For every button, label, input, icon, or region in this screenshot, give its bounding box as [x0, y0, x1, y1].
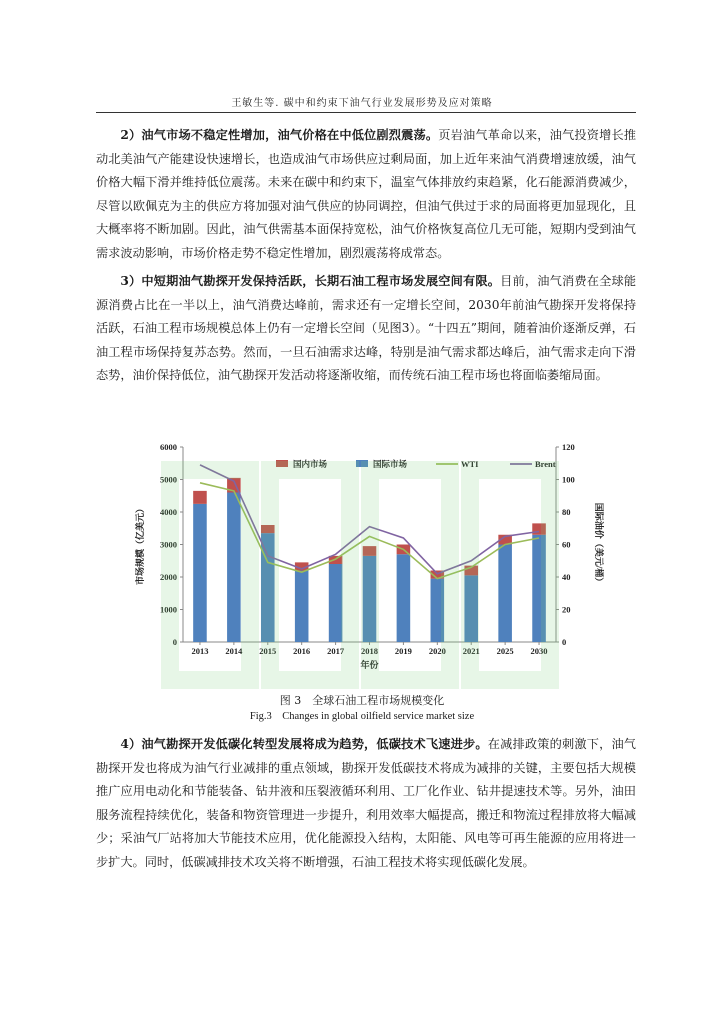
bar-domestic — [261, 525, 275, 533]
bar-international — [329, 564, 343, 642]
y-right-tick-label: 60 — [562, 539, 571, 550]
bar-international — [363, 556, 377, 642]
bar-international — [431, 579, 445, 642]
bar-domestic — [363, 546, 377, 556]
bar-international — [295, 571, 309, 643]
section-body: 目前，油气消费在全球能源消费占比在一半以上，油气消费达峰前，需求还有一定增长空间，2030年前油气勘探开发将保持活跃，石油工程市场规模总体上仍有一定增长空间（见图3）。“十四五”期间，随着油价逐渐反弹，石油工程市场保持复苏态势。然而，一旦石油需求达峰，特别是油气需求都达峰后，油气需求走向下滑态势，油价保持低位，油气勘探开发活动将逐渐收缩，而传统石油工程市场也将面临萎缩局面。 — [96, 274, 637, 383]
bar-international — [397, 554, 411, 642]
y-left-tick-label: 1000 — [160, 604, 177, 615]
bar-domestic — [532, 523, 546, 534]
section-lead: 3）中短期油气勘探开发保持活跃，长期石油工程市场发展空间有限。 — [120, 274, 501, 288]
y-left-tick-label: 0 — [172, 637, 177, 647]
x-tick-label: 2025 — [496, 646, 514, 656]
y-right-tick-label: 80 — [562, 507, 571, 517]
x-tick-label: 2019 — [394, 646, 412, 656]
y-left-tick-label: 4000 — [160, 507, 177, 517]
y-right-tick-label: 20 — [562, 604, 571, 615]
legend-label: WTI — [461, 459, 479, 469]
x-tick-label: 2014 — [225, 646, 243, 656]
legend-label: 国内市场 — [293, 459, 328, 469]
section-body: 页岩油气革命以来，油气投资增长推动北美油气产能建设快速增长，也造成油气市场供应过剩局面，加上近年来油气消费增速放缓，油气价格大幅下滑并维持低位震荡。未来在碳中和约束下，温室气体排放约束趋紧，化石能源消费减少，尽管以欧佩克为主的供应方将加强对油气供应的协同调控，但油气供过于求的局面将更加显现化，且大概率将不断加剧。因此，油气供需基本面保持宽松，油气价格恢复高位几无可能，短期内受到油气需求波动影响，市场价格走势不稳定性增加，剧烈震荡将成常态。 — [96, 128, 637, 260]
y-axis-left-label: 市场规模（亿美元） — [135, 503, 145, 586]
bar-international — [464, 575, 478, 642]
x-tick-label: 2016 — [293, 646, 311, 656]
y-right-tick-label: 0 — [562, 637, 567, 647]
y-right-tick-label: 120 — [562, 442, 575, 452]
x-tick-label: 2013 — [191, 646, 209, 656]
x-tick-label: 2018 — [361, 646, 378, 656]
x-tick-label: 2021 — [462, 646, 480, 656]
x-tick-label: 2030 — [530, 646, 548, 656]
y-axis-right-label: 国际油价（美元/桶） — [594, 502, 604, 587]
x-axis-label: 年份 — [360, 660, 379, 670]
x-tick-label: 2020 — [428, 646, 446, 656]
bar-international — [498, 545, 512, 643]
y-left-tick-label: 6000 — [160, 442, 177, 452]
legend-swatch — [276, 460, 288, 467]
y-left-tick-label: 3000 — [160, 539, 177, 550]
running-header: 王敏生等. 碳中和约束下油气行业发展形势及应对策略 — [231, 98, 493, 109]
y-left-tick-label: 5000 — [160, 474, 177, 485]
legend-label: Brent — [535, 459, 556, 469]
x-tick-label: 2017 — [327, 646, 345, 656]
y-left-tick-label: 2000 — [160, 572, 177, 582]
bar-international — [227, 493, 241, 643]
y-right-tick-label: 40 — [562, 572, 571, 582]
bar-international — [193, 504, 207, 642]
section-lead: 2）油气市场不稳定性增加，油气价格在中低位剧烈震荡。 — [120, 128, 439, 142]
section-body: 在减排政策的刺激下，油气勘探开发也将成为油气行业减排的重点领域，勘探开发低碳技术将成为减排的关键，主要包括大规模推广应用电动化和节能装备、钻井液和压裂液循环利用、工厂化作业、钻井提速技术等。另外，油田服务流程持续优化，装备和物资管理进一步提升，利用效率大幅提高，搬迁和物流过程排放将大幅减少；采油气厂站将加大节能技术应用，优化能源投入结构，太阳能、风电等可再生能源的应用将进一步扩大。同时，低碳减排技术攻关将不断增强，石油工程技术将实现低碳化发展。 — [96, 737, 636, 869]
figure-caption-cn: 图 3 全球石油工程市场规模变化 — [279, 694, 445, 707]
x-tick-label: 2015 — [259, 646, 277, 656]
bar-domestic — [193, 491, 207, 504]
section-paragraph — [96, 733, 636, 875]
bar-international — [261, 533, 275, 642]
bar-international — [532, 535, 546, 642]
legend-swatch — [356, 460, 368, 467]
legend-label: 国际市场 — [373, 459, 408, 469]
section-lead: 4）油气勘探开发低碳化转型发展将成为趋势，低碳技术飞速进步。 — [120, 737, 488, 751]
figure-caption-en: Fig.3 Changes in global oilfield service market size — [249, 711, 475, 722]
y-right-tick-label: 100 — [562, 474, 575, 485]
